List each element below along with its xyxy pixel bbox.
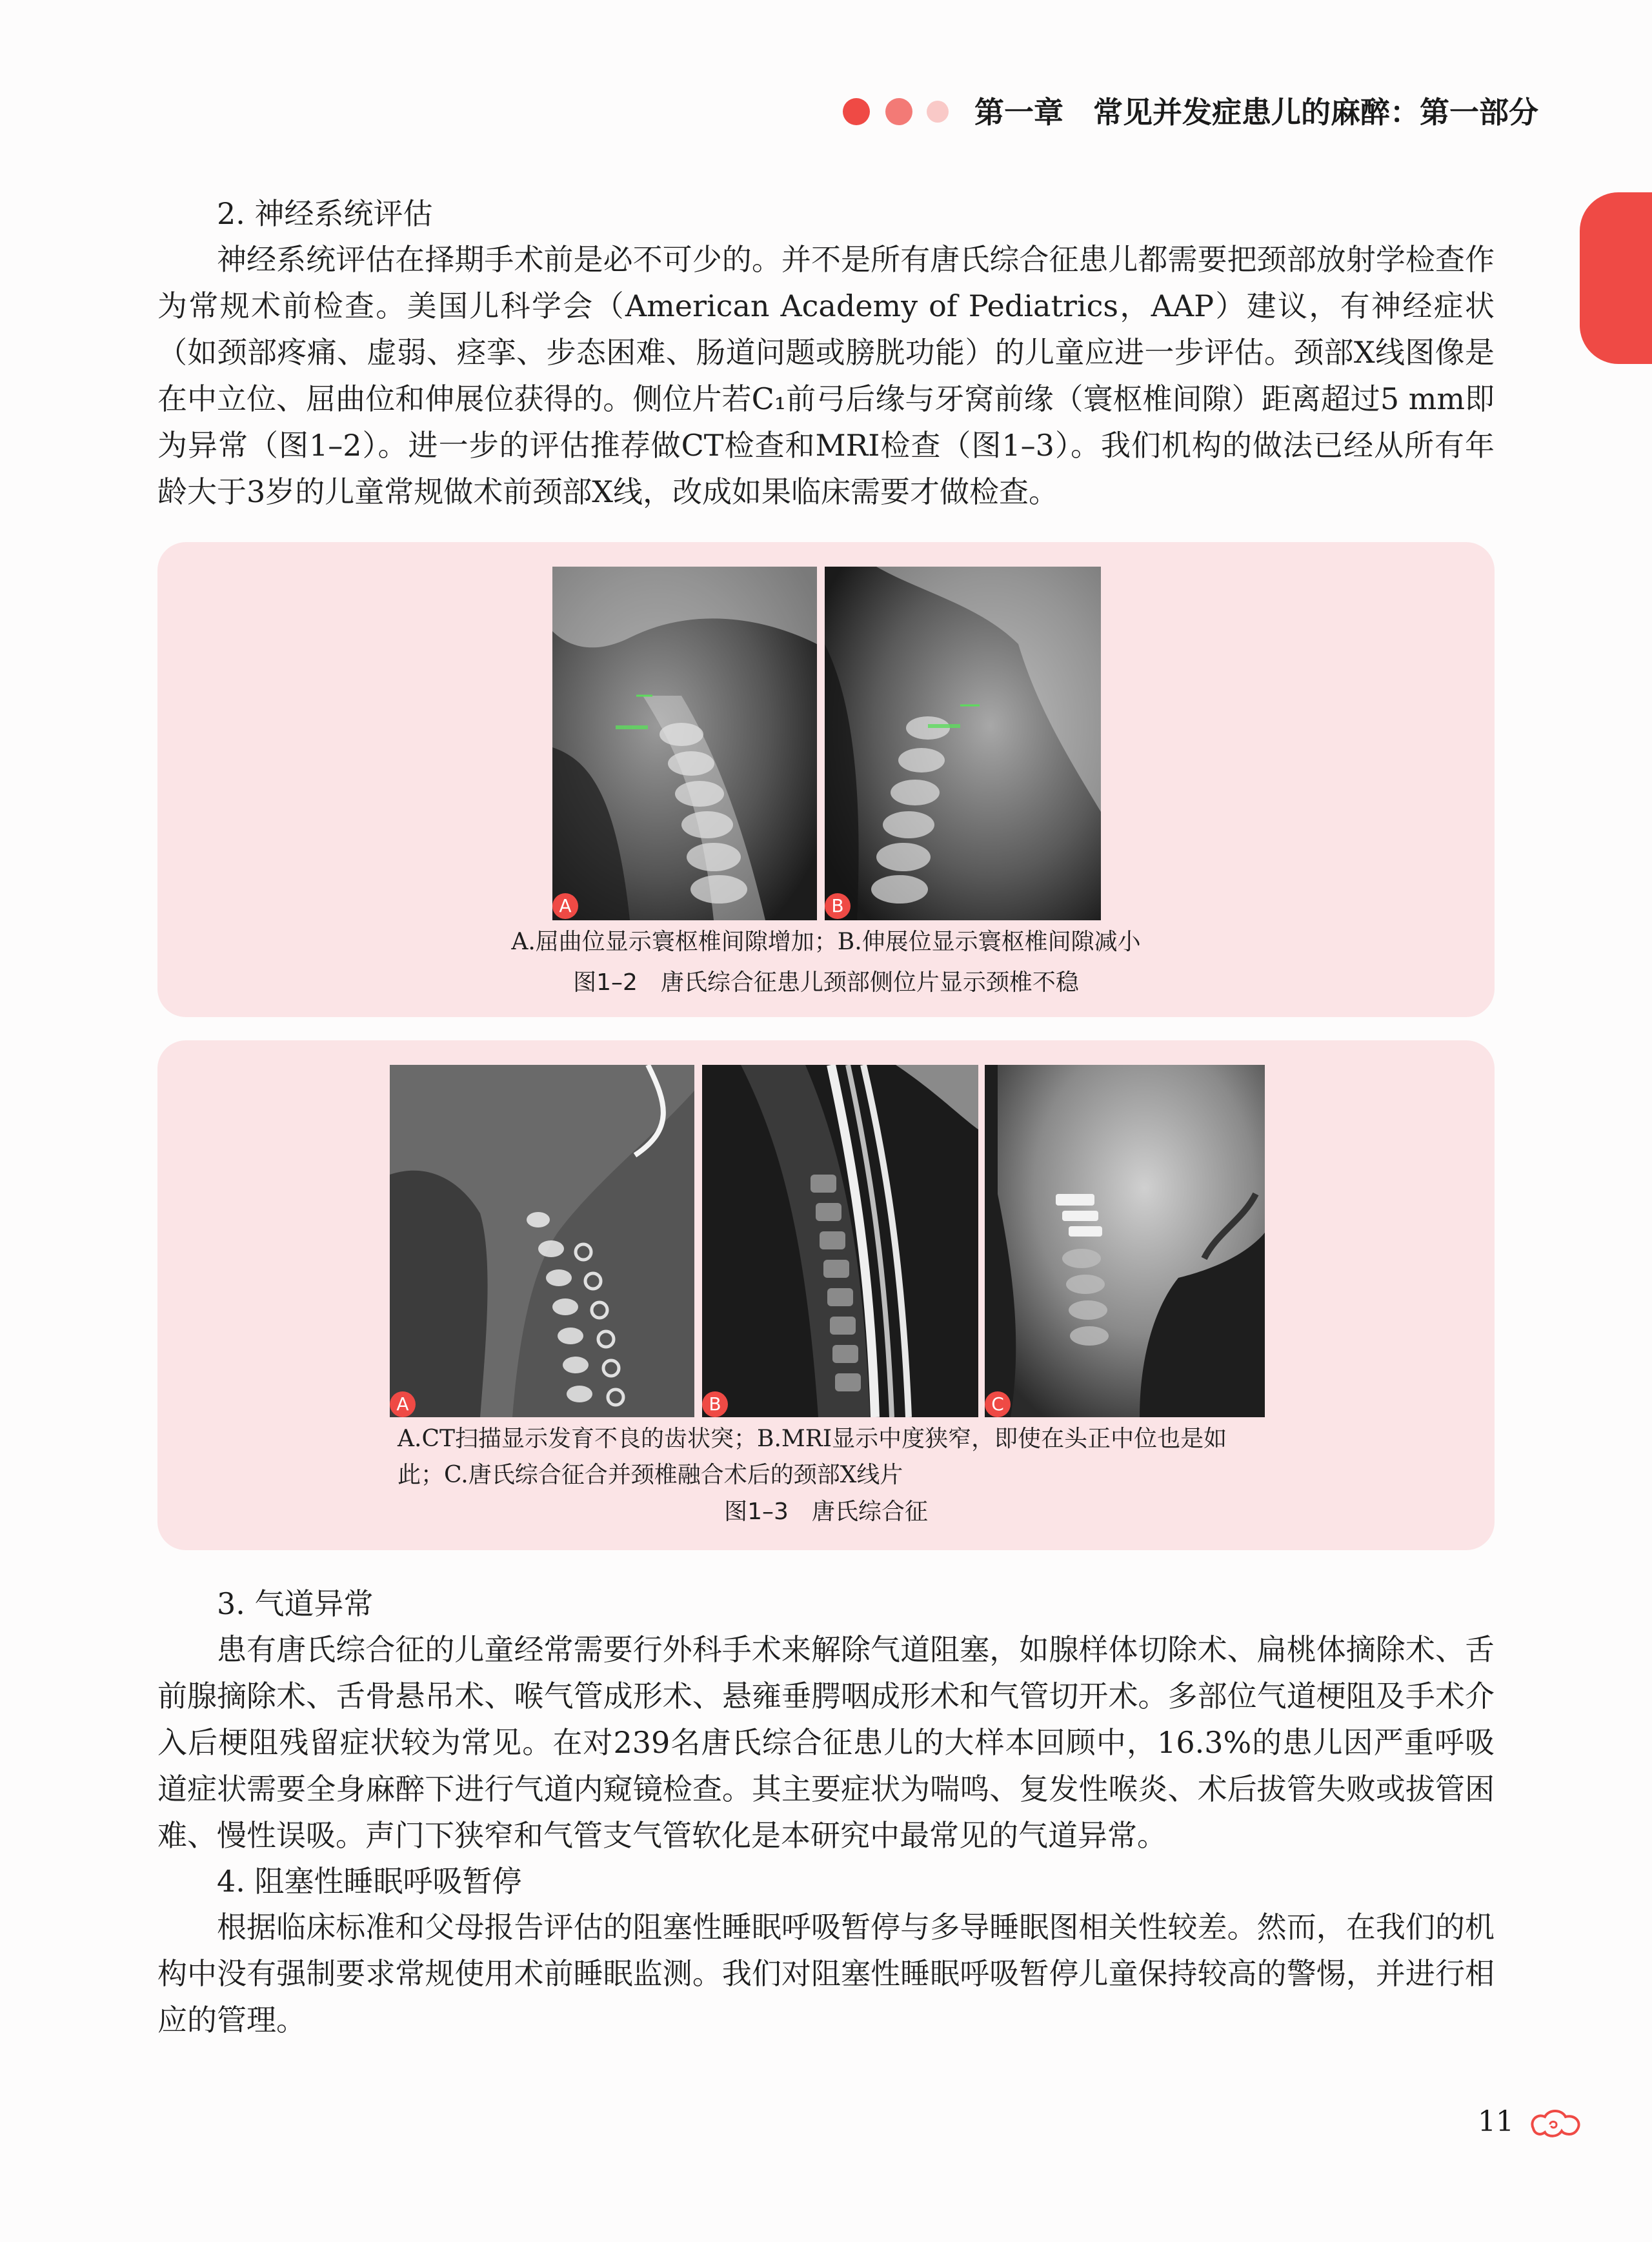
section-paragraph: 神经系统评估在择期手术前是必不可少的。并不是所有唐氏综合征患儿都需要把颈部放射学检查作为常规术前检查。美国儿科学会（American Academy of Pediatrics，AAP）建议，有神经症状（如颈部疼痛、虚弱、痉挛、步态困难、肠道问题或膀胱功能）的儿童应进一步评估。颈部X线图像是在中立位、屈曲位和伸展位获得的。侧位片若C₁前弓后缘与牙窝前缘（寰枢椎间隙）距离超过5 mm即为异常（图1–2）。进一步的评估推荐做CT检查和MRI检查（图1–3）。我们机构的做法已经从所有年龄大于3岁的儿童常规做术前颈部X线，改成如果临床需要才做检查。	[157, 242, 1495, 509]
section-heading: 3. 气道异常	[217, 1586, 374, 1621]
figure-subcaption: A.CT扫描显示发育不良的齿状突；B.MRI显示中度狭窄，即使在头正中位也是如此；C.唐氏综合征合并颈椎融合术后的颈部X线片	[398, 1426, 1227, 1488]
mri-image	[702, 1065, 978, 1417]
section-heading: 4. 阻塞性睡眠呼吸暂停	[217, 1864, 522, 1899]
cloud-ornament-icon	[1527, 2105, 1585, 2144]
page-number: 11	[1478, 2105, 1514, 2138]
section-heading: 2. 神经系统评估	[217, 196, 433, 231]
panel-label-badge: A	[552, 893, 578, 919]
postop-xray-image	[985, 1065, 1265, 1417]
section-paragraph: 根据临床标准和父母报告评估的阻塞性睡眠呼吸暂停与多导睡眠图相关性较差。然而，在我们的机构中没有强制要求常规使用术前睡眠监测。我们对阻塞性睡眠呼吸暂停儿童保持较高的警惕，并进行相应的管理。	[157, 1910, 1495, 2037]
figure-caption: 图1–2 唐氏综合征患儿颈部侧位片显示颈椎不稳	[573, 969, 1079, 996]
figure-subcaption: A.屈曲位显示寰枢椎间隙增加；B.伸展位显示寰枢椎间隙减小	[511, 929, 1141, 955]
running-header	[0, 84, 1562, 136]
chapter-title: 第一章 常见并发症患儿的麻醉：第一部分	[974, 95, 1538, 130]
panel-label-badge: C	[985, 1391, 1011, 1417]
panel-label-badge: B	[825, 893, 851, 919]
figure-1-2	[157, 542, 1495, 1017]
ct-scan-image	[390, 1065, 694, 1417]
xray-extension-image	[825, 567, 1101, 920]
header-dot-icon	[927, 101, 949, 123]
panel-label-badge: A	[390, 1391, 416, 1417]
chapter-side-tab	[1580, 192, 1652, 364]
figure-caption: 图1–3 唐氏综合征	[724, 1499, 928, 1525]
section-paragraph: 患有唐氏综合征的儿童经常需要行外科手术来解除气道阻塞，如腺样体切除术、扁桃体摘除术、舌前腺摘除术、舌骨悬吊术、喉气管成形术、悬雍垂腭咽成形术和气管切开术。多部位气道梗阻及手术介入后梗阻残留症状较为常见。在对239名唐氏综合征患儿的大样本回顾中，16.3%的患儿因严重呼吸道症状需要全身麻醉下进行气道内窥镜检查。其主要症状为喘鸣、复发性喉炎、术后拔管失败或拔管困难、慢性误吸。声门下狭窄和气管支气管软化是本研究中最常见的气道异常。	[157, 1632, 1495, 1853]
figure-1-3	[157, 1040, 1495, 1550]
header-dot-icon	[885, 98, 912, 125]
section-airway	[157, 1581, 1495, 2043]
xray-flexion-image	[552, 567, 817, 920]
section-neuro	[157, 191, 1495, 515]
header-dot-icon	[843, 98, 870, 125]
panel-label-badge: B	[702, 1391, 728, 1417]
